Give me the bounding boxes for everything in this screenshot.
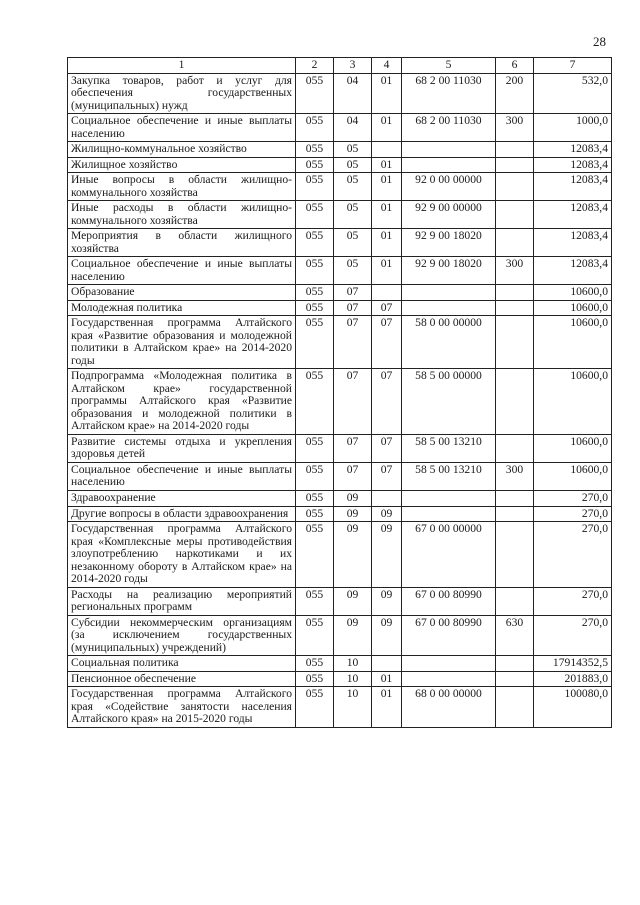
cell-admin-code: 055 [296, 656, 334, 672]
table-row [68, 687, 612, 728]
cell-admin-code: 055 [296, 300, 334, 316]
cell-section: 07 [334, 462, 372, 490]
page-number: 28 [593, 34, 606, 49]
cell-admin-code: 055 [296, 490, 334, 506]
cell-subsection: 09 [372, 615, 402, 656]
table-row [68, 285, 612, 301]
cell-target-article [402, 142, 496, 158]
cell-amount: 12083,4 [534, 201, 612, 229]
cell-amount: 270,0 [534, 587, 612, 615]
cell-target-article: 67 0 00 80990 [402, 587, 496, 615]
cell-admin-code: 055 [296, 229, 334, 257]
cell-section: 07 [334, 369, 372, 435]
table-row [68, 257, 612, 285]
cell-section: 10 [334, 656, 372, 672]
cell-subsection [372, 142, 402, 158]
cell-subsection: 07 [372, 300, 402, 316]
cell-target-article [402, 671, 496, 687]
cell-amount: 12083,4 [534, 173, 612, 201]
cell-target-article: 92 0 00 00000 [402, 173, 496, 201]
cell-admin-code: 055 [296, 157, 334, 173]
cell-expense-type [496, 316, 534, 369]
cell-target-article [402, 157, 496, 173]
cell-amount: 270,0 [534, 522, 612, 588]
cell-section: 04 [334, 73, 372, 114]
table-row [68, 462, 612, 490]
cell-expense-type: 200 [496, 73, 534, 114]
cell-expense-type [496, 506, 534, 522]
cell-amount: 10600,0 [534, 285, 612, 301]
cell-target-article: 92 9 00 00000 [402, 201, 496, 229]
cell-name: Социальное обеспечение и иные выплаты населению [68, 257, 296, 285]
cell-admin-code: 055 [296, 462, 334, 490]
cell-target-article: 58 5 00 00000 [402, 369, 496, 435]
cell-subsection: 07 [372, 462, 402, 490]
cell-expense-type [496, 656, 534, 672]
cell-amount: 10600,0 [534, 369, 612, 435]
cell-subsection: 01 [372, 73, 402, 114]
cell-admin-code: 055 [296, 316, 334, 369]
header-col-2: 2 [296, 58, 334, 74]
cell-amount: 10600,0 [534, 462, 612, 490]
table-row [68, 522, 612, 588]
cell-subsection: 07 [372, 434, 402, 462]
cell-expense-type [496, 157, 534, 173]
cell-section: 05 [334, 142, 372, 158]
cell-section: 07 [334, 316, 372, 369]
cell-section: 05 [334, 157, 372, 173]
header-col-7: 7 [534, 58, 612, 74]
cell-admin-code: 055 [296, 173, 334, 201]
cell-name: Жилищно-коммунальное хозяйство [68, 142, 296, 158]
cell-subsection: 09 [372, 522, 402, 588]
cell-name: Социальная политика [68, 656, 296, 672]
cell-target-article: 58 0 00 00000 [402, 316, 496, 369]
cell-expense-type [496, 369, 534, 435]
cell-target-article [402, 490, 496, 506]
cell-section: 05 [334, 201, 372, 229]
cell-expense-type [496, 687, 534, 728]
cell-section: 05 [334, 257, 372, 285]
cell-expense-type [496, 201, 534, 229]
cell-expense-type [496, 522, 534, 588]
cell-expense-type [496, 434, 534, 462]
cell-amount: 12083,4 [534, 229, 612, 257]
header-col-6: 6 [496, 58, 534, 74]
cell-admin-code: 055 [296, 142, 334, 158]
cell-target-article: 58 5 00 13210 [402, 434, 496, 462]
cell-target-article: 92 9 00 18020 [402, 229, 496, 257]
cell-section: 09 [334, 506, 372, 522]
table-row [68, 506, 612, 522]
table-row [68, 157, 612, 173]
budget-table [67, 57, 612, 728]
table-row [68, 73, 612, 114]
cell-amount: 10600,0 [534, 434, 612, 462]
table-row [68, 300, 612, 316]
table-row [68, 587, 612, 615]
cell-target-article: 68 2 00 11030 [402, 114, 496, 142]
cell-subsection: 01 [372, 687, 402, 728]
cell-amount: 12083,4 [534, 142, 612, 158]
cell-name: Пенсионное обеспечение [68, 671, 296, 687]
cell-target-article: 58 5 00 13210 [402, 462, 496, 490]
cell-admin-code: 055 [296, 285, 334, 301]
cell-amount: 12083,4 [534, 257, 612, 285]
cell-subsection [372, 656, 402, 672]
cell-section: 07 [334, 434, 372, 462]
cell-subsection [372, 490, 402, 506]
cell-subsection: 01 [372, 114, 402, 142]
cell-subsection: 09 [372, 506, 402, 522]
cell-section: 05 [334, 229, 372, 257]
cell-admin-code: 055 [296, 506, 334, 522]
table-row [68, 173, 612, 201]
cell-admin-code: 055 [296, 587, 334, 615]
header-col-1: 1 [68, 58, 296, 74]
table-row [68, 434, 612, 462]
cell-amount: 17914352,5 [534, 656, 612, 672]
cell-target-article [402, 285, 496, 301]
cell-section: 05 [334, 173, 372, 201]
cell-section: 10 [334, 671, 372, 687]
cell-name: Здравоохранение [68, 490, 296, 506]
cell-subsection: 01 [372, 229, 402, 257]
cell-expense-type [496, 587, 534, 615]
cell-admin-code: 055 [296, 114, 334, 142]
cell-amount: 1000,0 [534, 114, 612, 142]
cell-name: Расходы на реализацию мероприятий региональных программ [68, 587, 296, 615]
cell-amount: 12083,4 [534, 157, 612, 173]
table-row [68, 142, 612, 158]
table-row [68, 490, 612, 506]
cell-name: Мероприятия в области жилищного хозяйства [68, 229, 296, 257]
cell-amount: 10600,0 [534, 300, 612, 316]
cell-subsection: 01 [372, 157, 402, 173]
cell-subsection: 09 [372, 587, 402, 615]
cell-expense-type [496, 173, 534, 201]
cell-subsection: 01 [372, 201, 402, 229]
cell-admin-code: 055 [296, 671, 334, 687]
cell-target-article [402, 506, 496, 522]
cell-subsection [372, 285, 402, 301]
cell-name: Жилищное хозяйство [68, 157, 296, 173]
cell-expense-type [496, 285, 534, 301]
cell-name: Закупка товаров, работ и услуг для обеспечения государственных (муниципальных) нужд [68, 73, 296, 114]
cell-section: 07 [334, 300, 372, 316]
cell-expense-type: 300 [496, 462, 534, 490]
cell-subsection: 01 [372, 257, 402, 285]
cell-section: 09 [334, 522, 372, 588]
cell-name: Социальное обеспечение и иные выплаты населению [68, 114, 296, 142]
header-col-3: 3 [334, 58, 372, 74]
cell-section: 10 [334, 687, 372, 728]
cell-name: Государственная программа Алтайского края «Развитие образования и молодежной политики в Алтайском крае» на 2014-2020 годы [68, 316, 296, 369]
cell-subsection: 07 [372, 369, 402, 435]
cell-section: 09 [334, 587, 372, 615]
table-row [68, 369, 612, 435]
cell-expense-type [496, 490, 534, 506]
cell-amount: 100080,0 [534, 687, 612, 728]
cell-name: Субсидии некоммерческим организациям (за исключением государственных (муниципальных) учреждений) [68, 615, 296, 656]
cell-admin-code: 055 [296, 687, 334, 728]
cell-expense-type: 300 [496, 114, 534, 142]
cell-admin-code: 055 [296, 615, 334, 656]
cell-section: 07 [334, 285, 372, 301]
cell-expense-type [496, 300, 534, 316]
header-col-4: 4 [372, 58, 402, 74]
cell-admin-code: 055 [296, 434, 334, 462]
cell-name: Образование [68, 285, 296, 301]
cell-admin-code: 055 [296, 201, 334, 229]
cell-amount: 270,0 [534, 506, 612, 522]
table-row [68, 201, 612, 229]
cell-name: Молодежная политика [68, 300, 296, 316]
cell-name: Подпрограмма «Молодежная политика в Алтайском крае» государственной программы Алтайского края «Развитие образования и молодежной политики в Алтайском крае» на 2014-2020 годы [68, 369, 296, 435]
table-row [68, 229, 612, 257]
cell-subsection: 01 [372, 671, 402, 687]
cell-name: Государственная программа Алтайского края «Содействие занятости населения Алтайского края» на 2015-2020 годы [68, 687, 296, 728]
cell-target-article: 68 2 00 11030 [402, 73, 496, 114]
cell-expense-type [496, 142, 534, 158]
cell-expense-type: 630 [496, 615, 534, 656]
cell-target-article: 67 0 00 00000 [402, 522, 496, 588]
table-row [68, 316, 612, 369]
cell-expense-type [496, 229, 534, 257]
cell-target-article: 92 9 00 18020 [402, 257, 496, 285]
table-row [68, 114, 612, 142]
cell-amount: 201883,0 [534, 671, 612, 687]
cell-target-article [402, 300, 496, 316]
cell-admin-code: 055 [296, 369, 334, 435]
cell-subsection: 01 [372, 173, 402, 201]
cell-name: Государственная программа Алтайского края «Комплексные меры противодействия злоупотреблению наркотиками и их незаконному обороту в Алтайском крае» на 2014-2020 годы [68, 522, 296, 588]
cell-amount: 10600,0 [534, 316, 612, 369]
cell-name: Иные расходы в области жилищно-коммунального хозяйства [68, 201, 296, 229]
cell-amount: 270,0 [534, 615, 612, 656]
table-row [68, 671, 612, 687]
cell-expense-type: 300 [496, 257, 534, 285]
cell-amount: 532,0 [534, 73, 612, 114]
table-header-row [68, 58, 612, 74]
cell-target-article: 67 0 00 80990 [402, 615, 496, 656]
cell-amount: 270,0 [534, 490, 612, 506]
cell-name: Социальное обеспечение и иные выплаты населению [68, 462, 296, 490]
cell-name: Другие вопросы в области здравоохранения [68, 506, 296, 522]
cell-admin-code: 055 [296, 73, 334, 114]
cell-target-article [402, 656, 496, 672]
table-row [68, 656, 612, 672]
cell-name: Развитие системы отдыха и укрепления здоровья детей [68, 434, 296, 462]
cell-section: 04 [334, 114, 372, 142]
cell-admin-code: 055 [296, 522, 334, 588]
table-row [68, 615, 612, 656]
cell-section: 09 [334, 615, 372, 656]
cell-name: Иные вопросы в области жилищно-коммунального хозяйства [68, 173, 296, 201]
cell-section: 09 [334, 490, 372, 506]
cell-target-article: 68 0 00 00000 [402, 687, 496, 728]
header-col-5: 5 [402, 58, 496, 74]
cell-expense-type [496, 671, 534, 687]
cell-admin-code: 055 [296, 257, 334, 285]
cell-subsection: 07 [372, 316, 402, 369]
